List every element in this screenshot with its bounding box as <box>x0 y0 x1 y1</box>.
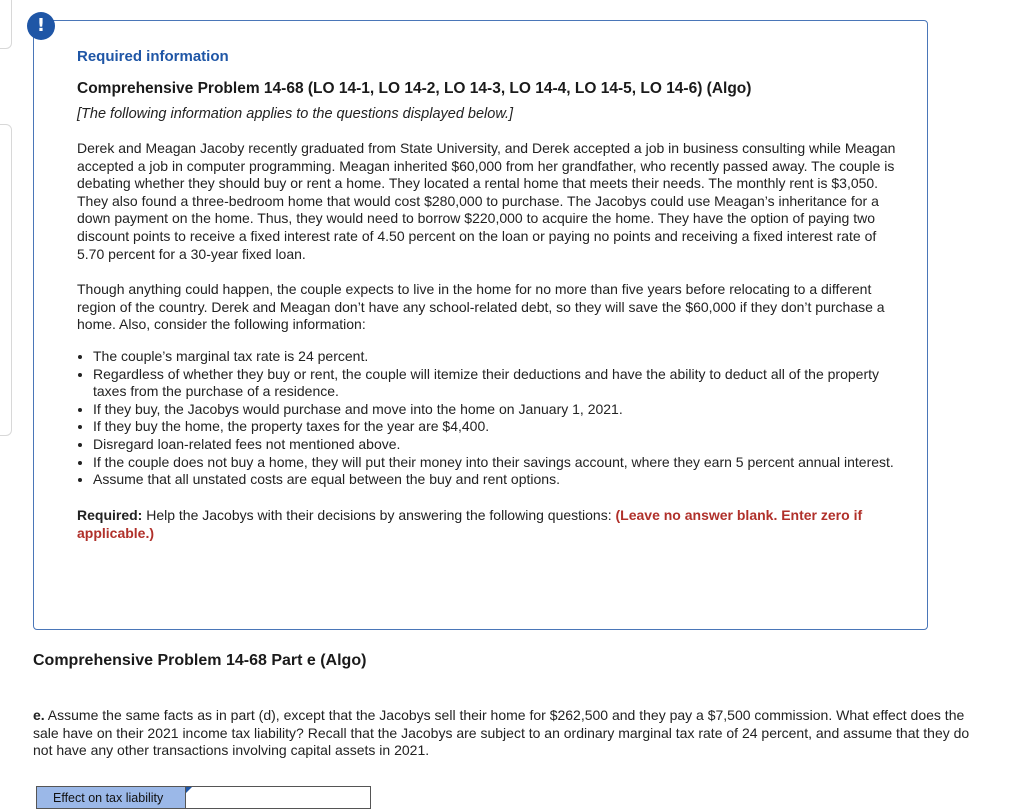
list-item: • Disregard loan-related fees not mentioned above. <box>93 436 897 454</box>
required-label: Required: <box>77 506 143 523</box>
tax-liability-input[interactable] <box>186 787 370 808</box>
answer-cell <box>186 787 370 808</box>
applies-note: [The following information applies to the questions displayed below.] <box>77 106 514 122</box>
list-item: • If the couple does not buy a home, they will put their money into their savings account, where they earn 5 percent annual interest. <box>93 454 897 472</box>
required-information-heading: Required information <box>77 48 229 65</box>
required-text: Help the Jacobys with their decisions by answering the following questions: <box>142 506 616 523</box>
scenario-paragraph-1: Derek and Meagan Jacoby recently graduated from State University, and Derek accepted a job in business consulting while Meagan accepted a job in computer programming. Meagan inherited $60,000 from her grandfather, who recently passed away. The couple is debating whether they should buy or rent a home. They located a rental home that meets their needs. The monthly rent is $3,050. They also found a three-bedroom home that would cost $280,000 to purchase. The Jacobys could use Meagan’s inheritance for a down payment on the home. Thus, they would need to borrow $220,000 to acquire the home. They have the option of paying two discount points to receive a fixed interest rate of 4.50 percent on the loan or paying no points and receiving a fixed interest rate of 5.70 percent for a 30-year fixed loan. <box>77 140 896 262</box>
alert-icon: ! <box>27 12 55 40</box>
question-prefix: e. <box>33 707 45 723</box>
scenario-paragraph-2: Though anything could happen, the couple expects to live in the home for no more than five years before relocating to a different region of the country. Derek and Meagan don’t have any school-related debt, so they will save the $60,000 if they don’t purchase a home. Also, consider the following information: <box>77 281 885 333</box>
part-title: Comprehensive Problem 14-68 Part e (Algo) <box>33 652 367 669</box>
facts-list <box>77 348 897 489</box>
part-question <box>33 707 988 760</box>
required-instructions <box>77 506 897 542</box>
problem-title: Comprehensive Problem 14-68 (LO 14-1, LO 14-2, LO 14-3, LO 14-4, LO 14-5, LO 14-6) (Algo) <box>77 80 752 97</box>
side-tab[interactable] <box>0 124 12 436</box>
required-note: (Leave no answer blank. Enter zero if applicable.) <box>77 506 863 541</box>
question-text: Assume the same facts as in part (d), except that the Jacobys sell their home for $262,500 and they pay a $7,500 commission. What effect does the sale have on their 2021 income tax liability? Recall that the Jacobys are subject to an ordinary marginal tax rate of 24 percent, and assume that they do not have any other transactions involving capital assets in 2021. <box>33 707 970 759</box>
list-item: • Regardless of whether they buy or rent, the couple will itemize their deductions and have the ability to deduct all of the property taxes from the purchase of a residence. <box>93 366 897 401</box>
answer-label: Effect on tax liability <box>37 787 186 808</box>
list-item: • If they buy, the Jacobys would purchase and move into the home on January 1, 2021. <box>93 401 897 419</box>
required-information-panel <box>33 20 928 630</box>
flag-icon <box>186 787 192 793</box>
list-item: • The couple’s marginal tax rate is 24 percent. <box>93 348 897 366</box>
answer-row <box>36 786 371 809</box>
side-tab[interactable] <box>0 0 12 49</box>
list-item: • Assume that all unstated costs are equal between the buy and rent options. <box>93 471 897 489</box>
list-item: • If they buy the home, the property taxes for the year are $4,400. <box>93 418 897 436</box>
